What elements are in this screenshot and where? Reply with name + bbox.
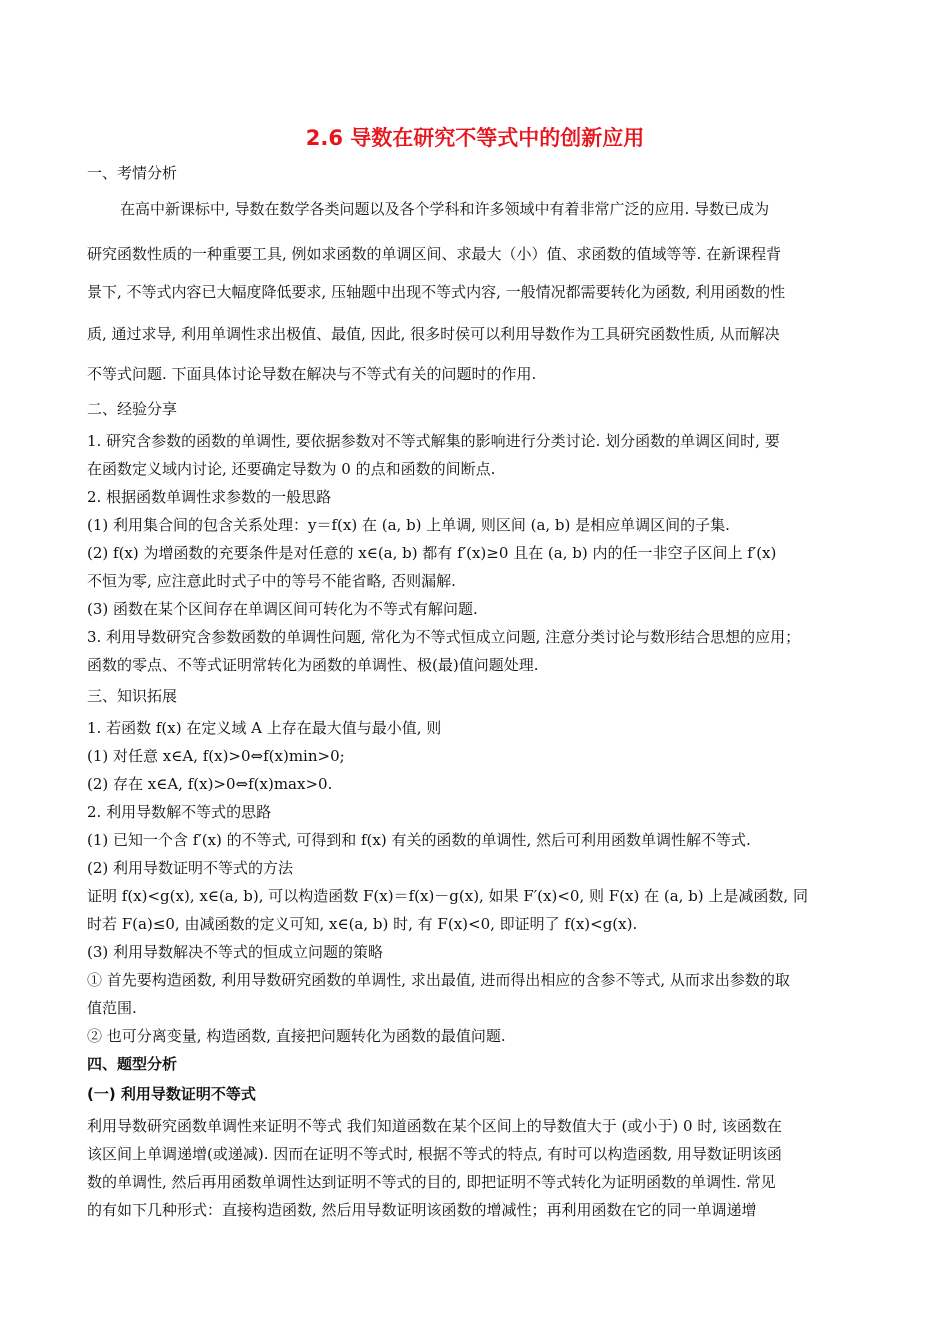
paragraph-line: 质, 通过求导, 利用单调性求出极值、最值, 因此, 很多时侯可以利用导数作为工具研究函数性质, 从而解决	[87, 325, 780, 343]
text-line: (2) 利用导数证明不等式的方法	[87, 859, 294, 877]
text-line: (1) 对任意 x∈A, f(x)>0⇔f(x)min>0;	[87, 747, 345, 765]
text-line: (1) 已知一个含 f′(x) 的不等式, 可得到和 f(x) 有关的函数的单调性, 然后可利用函数单调性解不等式.	[87, 831, 751, 849]
text-line: 不恒为零, 应注意此时式子中的等号不能省略, 否则漏解.	[87, 572, 456, 590]
paragraph-line: 景下, 不等式内容已大幅度降低要求, 压轴题中出现不等式内容, 一般情况都需要转化为函数, 利用函数的性	[87, 283, 786, 301]
text-line: 证明 f(x)<g(x), x∈(a, b), 可以构造函数 F(x)＝f(x)－g(x), 如果 F′(x)<0, 则 F(x) 在 (a, b) 上是减函数, 同	[87, 887, 808, 905]
text-line: 2. 根据函数单调性求参数的一般思路	[87, 488, 332, 506]
text-line: ② 也可分离变量, 构造函数, 直接把问题转化为函数的最值问题.	[87, 1027, 506, 1045]
text-line: 利用导数研究函数单调性来证明不等式 我们知道函数在某个区间上的导数值大于 (或小于) 0 时, 该函数在	[87, 1117, 782, 1135]
text-line: (3) 函数在某个区间存在单调区间可转化为不等式有解问题.	[87, 600, 478, 618]
text-line: 3. 利用导数研究含参数函数的单调性问题, 常化为不等式恒成立问题, 注意分类讨论与数形结合思想的应用；	[87, 628, 801, 646]
text-line: ① 首先要构造函数, 利用导数研究函数的单调性, 求出最值, 进而得出相应的含参不等式, 从而求出参数的取	[87, 971, 790, 989]
page-title: 2.6 导数在研究不等式中的创新应用	[305, 126, 645, 150]
text-line: (3) 利用导数解决不等式的恒成立问题的策略	[87, 943, 384, 961]
text-line: (2) 存在 x∈A, f(x)>0⇔f(x)max>0.	[87, 775, 333, 793]
section-heading-3: 三、知识拓展	[87, 687, 178, 705]
text-line: 值范围.	[87, 999, 137, 1017]
text-line: 2. 利用导数解不等式的思路	[87, 803, 272, 821]
text-line: 时若 F(a)≤0, 由减函数的定义可知, x∈(a, b) 时, 有 F(x)<0, 即证明了 f(x)<g(x).	[87, 915, 638, 933]
paragraph-line: 研究函数性质的一种重要工具, 例如求函数的单调区间、求最大（小）值、求函数的值域等等. 在新课程背	[87, 245, 782, 263]
section-heading-4: 四、题型分析	[87, 1055, 178, 1073]
subsection-heading: (一) 利用导数证明不等式	[87, 1085, 256, 1103]
section-heading-1: 一、考情分析	[87, 164, 178, 182]
text-line: 1. 若函数 f(x) 在定义域 A 上存在最大值与最小值, 则	[87, 719, 442, 737]
paragraph-line: 在高中新课标中, 导数在数学各类问题以及各个学科和许多领域中有着非常广泛的应用. 导数已成为	[120, 200, 770, 218]
text-line: 的有如下几种形式：直接构造函数, 然后用导数证明该函数的增减性；再利用函数在它的同一单调递增	[87, 1201, 757, 1219]
text-line: 该区间上单调递增(或递减). 因而在证明不等式时, 根据不等式的特点, 有时可以构造函数, 用导数证明该函	[87, 1145, 782, 1163]
text-line: (2) f(x) 为增函数的充要条件是对任意的 x∈(a, b) 都有 f′(x)≥0 且在 (a, b) 内的任一非空子区间上 f′(x)	[87, 544, 777, 562]
text-line: 1. 研究含参数的函数的单调性, 要依据参数对不等式解集的影响进行分类讨论. 划分函数的单调区间时, 要	[87, 432, 780, 450]
text-line: 函数的零点、不等式证明常转化为函数的单调性、极(最)值问题处理.	[87, 656, 539, 674]
text-line: (1) 利用集合间的包含关系处理：y＝f(x) 在 (a, b) 上单调, 则区间 (a, b) 是相应单调区间的子集.	[87, 516, 730, 534]
text-line: 在函数定义域内讨论, 还要确定导数为 0 的点和函数的间断点.	[87, 460, 496, 478]
section-heading-2: 二、经验分享	[87, 400, 178, 418]
text-line: 数的单调性, 然后再用函数单调性达到证明不等式的目的, 即把证明不等式转化为证明函数的单调性. 常见	[87, 1173, 776, 1191]
paragraph-line: 不等式问题. 下面具体讨论导数在解决与不等式有关的问题时的作用.	[87, 365, 537, 383]
